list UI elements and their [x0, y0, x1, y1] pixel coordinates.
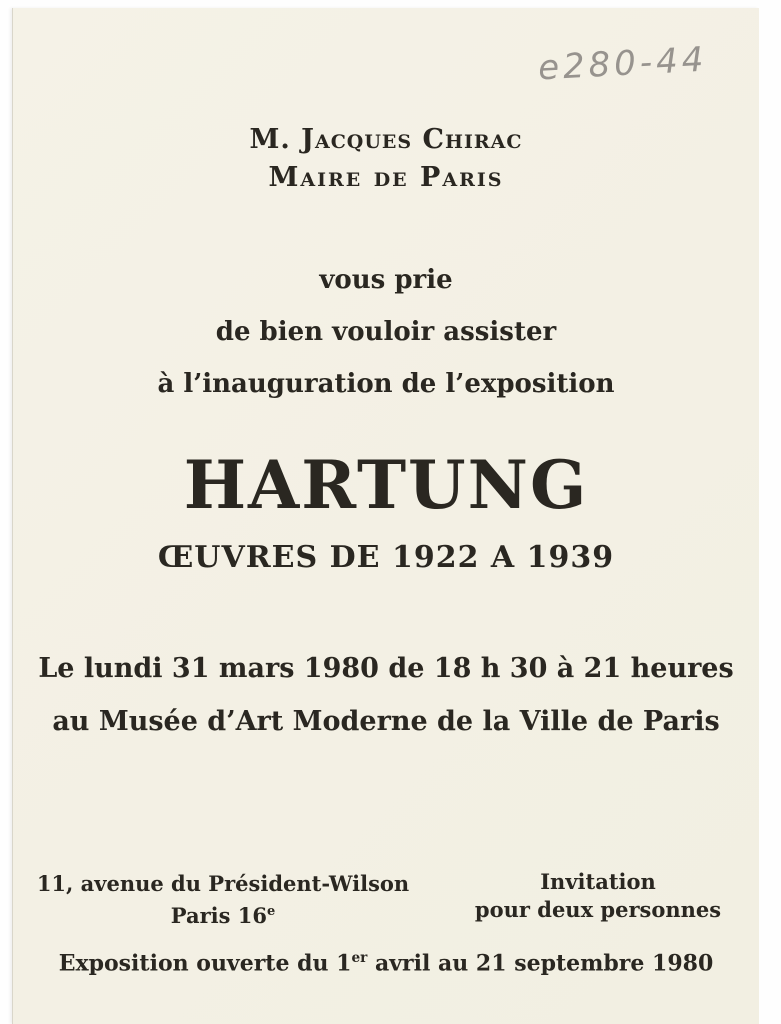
exposition-superscript: er [351, 950, 368, 966]
invitation-line-1: vous prie [319, 265, 453, 295]
exposition-dates-line: Exposition ouverte du 1er avril au 21 septembre 1980 [58, 950, 714, 977]
host-title: Maire de Paris [268, 162, 504, 193]
artist-name-title: HARTUNG [183, 446, 589, 524]
host-name: M. Jacques Chirac [249, 124, 523, 155]
handwritten-inventory-code: e280-44 [537, 39, 709, 89]
event-details-block [13, 642, 759, 748]
invitation-note-block [453, 868, 743, 924]
address-city-superscript: e [266, 904, 276, 919]
event-datetime: Le lundi 31 mars 1980 de 18 h 30 à 21 heures [38, 653, 734, 684]
invitation-card [12, 8, 759, 1024]
address-street: 11, avenue du Président-Wilson [36, 871, 410, 896]
invitation-note-line-2: pour deux personnes [474, 897, 722, 922]
invitation-line-2: de bien vouloir assister [215, 317, 557, 347]
exhibition-subtitle: ŒUVRES DE 1922 A 1939 [157, 540, 615, 575]
event-venue: au Musée d’Art Moderne de la Ville de Paris [52, 706, 720, 737]
venue-address-block [13, 870, 433, 930]
invitation-line-3: à l’inauguration de l’exposition [157, 369, 615, 399]
address-city: Paris 16e [170, 903, 276, 928]
invitation-note-line-1: Invitation [540, 869, 656, 894]
invitation-text-block [13, 254, 759, 410]
